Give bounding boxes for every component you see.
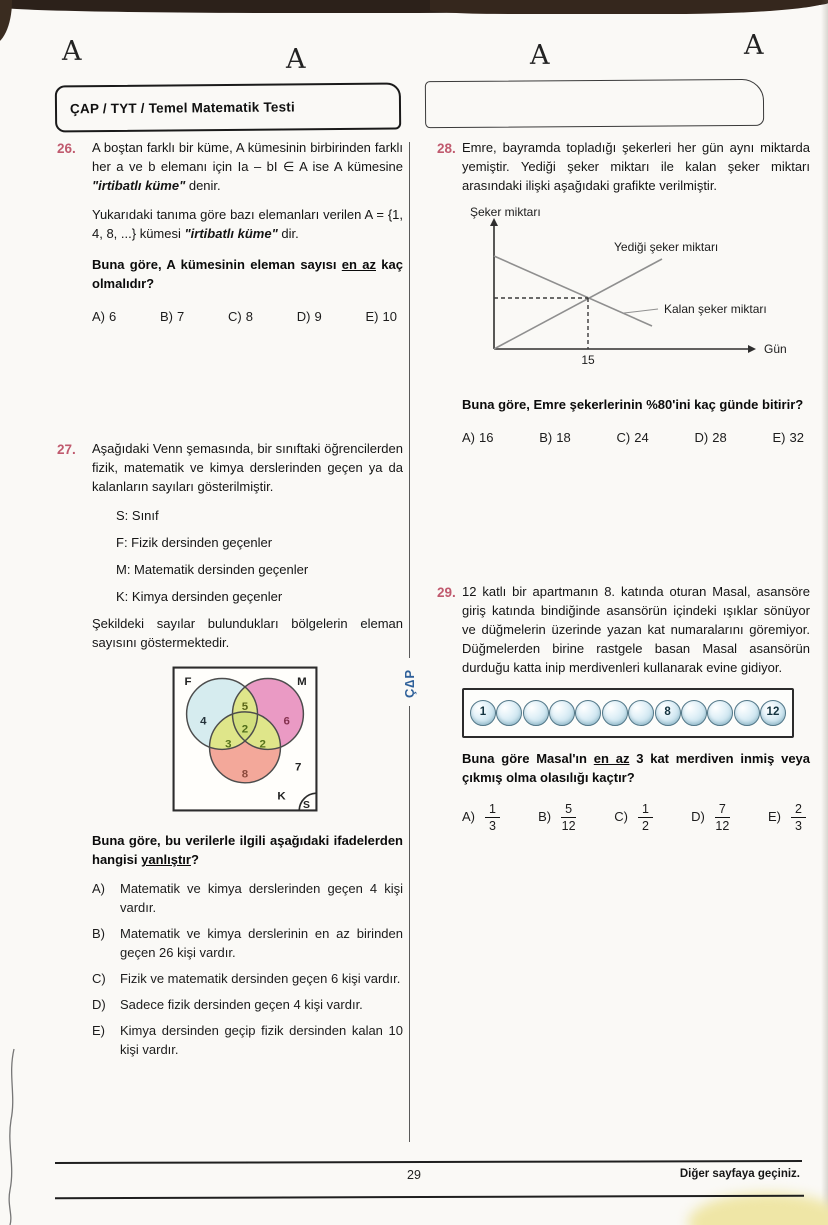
option-label: D) (694, 429, 709, 445)
question-number: 29. (437, 584, 456, 600)
column-divider (409, 706, 410, 1142)
question-stem (92, 256, 403, 294)
question-number: 26. (57, 141, 76, 156)
test-title-box (55, 82, 401, 132)
question-text: Aşağıdaki Venn şemasında, bir sınıftaki öğrencilerden fizik, matematik ve kimya derslerinden geçen ya da kalanların sayıları gösterilmiştir. (92, 440, 403, 494)
booklet-type-letter: A (62, 36, 82, 67)
option-text: Matematik ve kimya derslerinden geçen 4 kişi vardır. (120, 881, 403, 916)
option-text: Matematik ve kimya derslerinin en az birinden geçen 26 kişi vardır. (120, 926, 403, 961)
option-label: E) (365, 308, 379, 324)
count-center: 2 (241, 724, 249, 737)
publisher-logo-text: Ç∆P (402, 668, 418, 698)
elevator-button-9 (681, 700, 707, 726)
column-divider (409, 142, 410, 658)
elevator-button-1: 1 (470, 700, 496, 726)
photo-dark-corner (0, 0, 12, 45)
y-axis-label: Şeker miktarı (470, 205, 541, 219)
elevator-button-5 (575, 700, 601, 726)
candy-chart-figure (462, 206, 810, 384)
numerator: 7 (715, 802, 730, 818)
elevator-button-2 (496, 700, 522, 726)
fraction (715, 802, 730, 834)
option-c (614, 802, 653, 834)
text-segment: dir. (277, 225, 299, 241)
numerator: 5 (561, 802, 576, 818)
option-a (92, 308, 116, 327)
set-label-k: K (277, 790, 286, 803)
booklet-type-letter: A (744, 30, 764, 61)
option-e (773, 429, 804, 448)
candy-line-chart (462, 206, 810, 378)
option-label: B) (538, 808, 552, 824)
option-label: B) (539, 429, 553, 445)
definition-item: K: Kimya dersinden geçenler (116, 588, 283, 604)
count-m-and-k: 2 (259, 738, 266, 751)
booklet-type-letter: A (286, 44, 306, 75)
definition-item: M: Matematik dersinden geçenler (116, 561, 309, 577)
option-d (691, 802, 730, 834)
series-label-eaten: Yediği şeker miktarı (614, 239, 719, 254)
option-value: 28 (712, 429, 727, 445)
option-b (92, 925, 403, 963)
option-label: D) (92, 997, 106, 1013)
denominator: 12 (715, 818, 730, 833)
elevator-button-10 (707, 700, 733, 726)
footer-rule-top (55, 1160, 802, 1164)
option-e (768, 802, 806, 834)
emphasized-term: "irtibatlı küme" (184, 225, 278, 241)
underlined-term: yanlıştır (141, 852, 191, 868)
next-page-note: Diğer sayfaya geçiniz. (679, 1168, 800, 1180)
answer-options (92, 880, 403, 1060)
option-d (92, 996, 403, 1015)
text-segment: Buna göre, A kümesinin eleman sayısı (92, 256, 342, 272)
text-segment: Buna göre, bu verilerle ilgili aşağıdaki ifadelerden hangisi (92, 833, 403, 868)
option-b (160, 308, 184, 327)
option-label: B) (160, 308, 174, 324)
set-label-f: F (184, 676, 192, 689)
fraction (561, 802, 576, 834)
option-c (228, 308, 253, 327)
option-label: C) (228, 308, 242, 324)
option-value: 16 (479, 429, 494, 445)
option-label: D) (296, 308, 311, 324)
underlined-term: en az (341, 256, 376, 272)
option-value: 32 (789, 429, 804, 445)
definition-item: S: Sınıf (116, 507, 159, 523)
option-a (92, 880, 403, 918)
series-label-remaining: Kalan şeker miktarı (664, 301, 767, 316)
option-a (462, 429, 493, 448)
option-e (366, 308, 397, 327)
option-value: 9 (314, 308, 322, 324)
option-label: E) (92, 1023, 105, 1039)
answer-options (462, 802, 810, 834)
option-label: C) (614, 808, 628, 824)
option-d (297, 308, 322, 327)
definitions-list (92, 507, 403, 607)
question-stem (462, 750, 810, 788)
option-value: 6 (109, 308, 117, 324)
question-27 (57, 440, 403, 1060)
denominator: 2 (642, 818, 649, 833)
option-label: C) (92, 971, 106, 987)
denominator: 3 (489, 818, 496, 833)
count-f-and-k: 3 (225, 738, 232, 751)
page-edge-shadow (821, 0, 828, 1225)
option-value: 18 (556, 429, 571, 445)
photo-dark-top-edge-right (430, 0, 828, 14)
option-label: A) (462, 429, 475, 445)
photo-highlight-artifact (688, 1193, 828, 1225)
venn-diagram-figure (172, 666, 403, 818)
set-label-m: M (297, 676, 307, 689)
option-text: Sadece fizik dersinden geçen 4 kişi vardır. (120, 997, 363, 1013)
question-26 (57, 139, 403, 327)
question-text: Emre, bayramda topladığı şekerleri her gün aynı miktarda yemiştir. Yediği şeker miktarı ile kalan şeker miktarı arasındaki ilişki aşağıdaki grafikte verilmiştir. (462, 140, 810, 193)
option-label: D) (691, 808, 705, 824)
option-text: Fizik ve matematik dersinden geçen 6 kişi vardır. (120, 971, 401, 987)
option-value: 8 (245, 308, 253, 324)
left-column (57, 139, 403, 1067)
venn-diagram (172, 666, 318, 812)
option-label: A) (92, 308, 105, 324)
denominator: 12 (561, 818, 576, 833)
elevator-button-7 (628, 700, 654, 726)
text-segment: A boştan farklı bir küme, A kümesinin birbirinden farklı her a ve b elemanı için Ia – bI ∈ A ise A kümesine (92, 140, 403, 174)
elevator-button-6 (602, 700, 628, 726)
elevator-button-12: 12 (760, 700, 786, 726)
count-f-and-m: 5 (241, 701, 249, 714)
booklet-type-letter: A (530, 40, 550, 71)
text-segment: ? (190, 852, 199, 868)
text-segment: denir. (185, 177, 221, 193)
question-text: Şekildeki sayılar bulundukları bölgelerin eleman sayısını göstermektedir. (92, 615, 403, 650)
fraction (638, 802, 653, 834)
question-29 (437, 583, 810, 834)
text-segment: 3 kat merdiven inmiş veya çıkmış olma olasılığı kaçtır? (462, 750, 811, 785)
question-number: 27. (57, 441, 76, 457)
elevator-button-8: 8 (655, 700, 681, 726)
count-outside: 7 (294, 761, 302, 774)
definition-item: F: Fizik dersinden geçenler (116, 534, 273, 550)
question-stem (92, 832, 403, 870)
option-text: Kimya dersinden geçip fizik dersinden kalan 10 kişi vardır. (120, 1023, 403, 1058)
fraction (791, 802, 806, 834)
emphasized-term: "irtibatlı küme" (92, 177, 186, 193)
answer-options (92, 308, 403, 327)
option-label: E) (768, 808, 781, 824)
numerator: 1 (638, 802, 653, 818)
right-column (437, 139, 810, 833)
option-label: B) (92, 926, 105, 942)
count-m-only: 6 (283, 715, 290, 728)
question-28 (437, 139, 810, 448)
elevator-button-3 (523, 700, 549, 726)
question-text: 12 katlı bir apartmanın 8. katında oturan Masal, asansöre giriş katında bindiğinde asansörün içindeki ışıklar sönüyor ve düğmelerin üzerinde yazan kat numaralarını göremiyor. Düğmelerden birine rastgele basan Masal asansörün durduğu katta inip merdivenleri kullanarak evine gidiyor. (462, 583, 810, 675)
elevator-button-11 (734, 700, 760, 726)
x-tick-15: 15 (581, 352, 595, 367)
set-label-s: S (303, 800, 311, 812)
question-number: 28. (437, 141, 456, 156)
option-c (92, 970, 403, 989)
count-k-only: 8 (241, 769, 249, 782)
option-d (695, 429, 727, 448)
option-e (92, 1022, 403, 1060)
page-number: 29 (407, 1168, 421, 1182)
text-segment: kaç olmalıdır? (92, 256, 403, 291)
question-text (92, 139, 403, 196)
numerator: 1 (485, 802, 500, 818)
count-f-only: 4 (200, 715, 207, 728)
option-c (617, 429, 649, 448)
elevator-button-panel (462, 688, 794, 738)
option-label: C) (616, 429, 631, 445)
fraction (485, 802, 500, 834)
test-title: ÇAP / TYT / Temel Matematik Testi (69, 99, 295, 117)
question-text (92, 206, 403, 244)
denominator: 3 (795, 818, 802, 833)
x-axis-label: Gün (764, 341, 787, 356)
empty-header-box (425, 79, 764, 128)
underlined-term: en az (593, 750, 630, 766)
footer-rule-bottom (55, 1195, 804, 1200)
question-stem: Buna göre, Emre şekerlerinin %80'ini kaç günde bitirir? (462, 396, 804, 412)
option-label: E) (772, 429, 786, 445)
option-value: 10 (382, 308, 397, 324)
text-segment: Buna göre Masal'ın (462, 750, 594, 766)
pen-squiggle-mark (0, 1045, 40, 1225)
option-label: A) (462, 808, 475, 824)
numerator: 2 (791, 802, 806, 818)
option-label: A) (92, 881, 105, 897)
option-b (539, 429, 570, 448)
text-segment: Yukarıdaki tanıma göre bazı elemanları verilen A = {1, 4, 8, ...} kümesi (92, 206, 403, 241)
option-value: 24 (634, 429, 649, 445)
option-b (538, 802, 576, 834)
answer-options (462, 429, 810, 448)
option-value: 7 (177, 308, 185, 324)
option-a (462, 802, 500, 834)
elevator-button-4 (549, 700, 575, 726)
